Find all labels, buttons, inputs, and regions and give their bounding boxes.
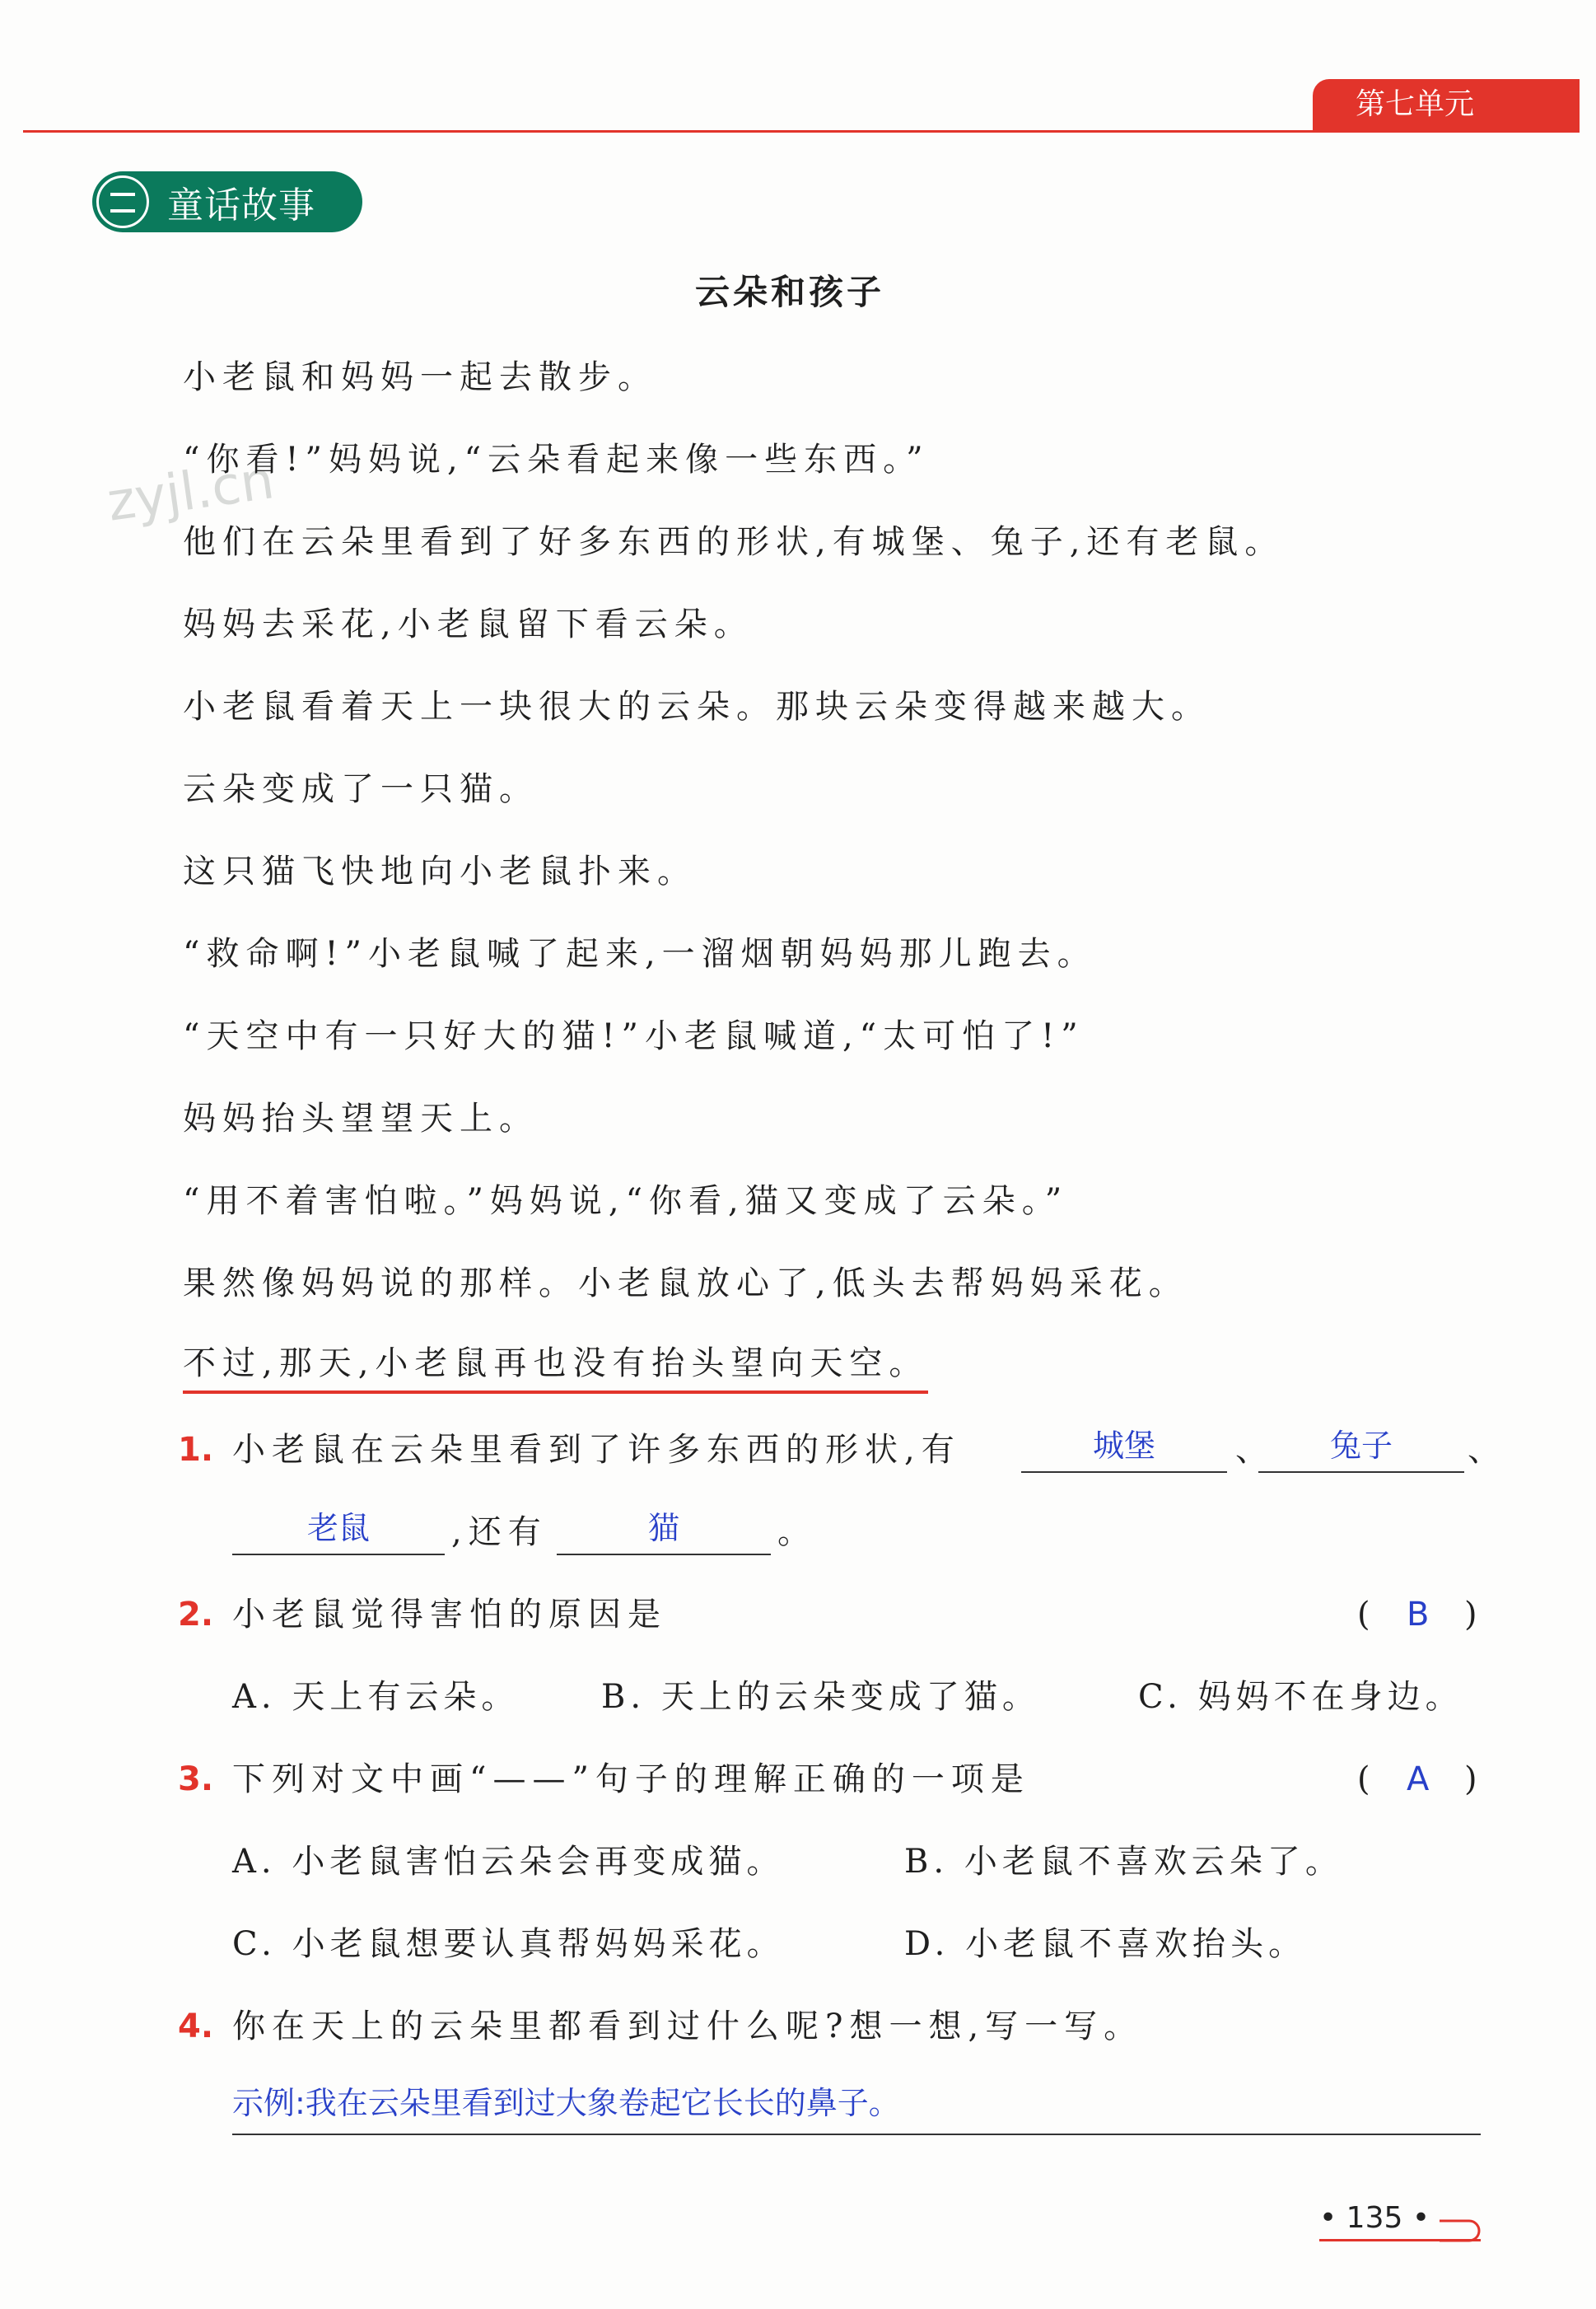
story-paragraph: “救命啊!”小老鼠喊了起来,一溜烟朝妈妈那儿跑去。 [183, 935, 1097, 973]
separator: 、 [1468, 1431, 1500, 1469]
page-number: • 135 • [1319, 2201, 1430, 2235]
story-paragraph: 妈妈去采花,小老鼠留下看云朵。 [183, 605, 754, 643]
answer-blank[interactable]: 兔子 [1258, 1425, 1464, 1473]
answer-blank[interactable]: 猫 [557, 1507, 771, 1555]
question-number: 2. [178, 1596, 214, 1634]
answer-writing-line[interactable]: 示例:我在云朵里看到过大象卷起它长长的鼻子。 [232, 2074, 1481, 2135]
story-paragraph: 云朵变成了一只猫。 [183, 770, 539, 808]
question-text: 你在天上的云朵里都看到过什么呢?想一想,写一写。 [232, 2008, 1144, 2045]
question-text: 小老鼠觉得害怕的原因是 [232, 1596, 667, 1634]
question-number: 4. [178, 2008, 214, 2045]
answer-choice[interactable]: A [1407, 1760, 1430, 1798]
section-title: 童话故事 [167, 185, 315, 227]
paren-close: ) [1464, 1596, 1477, 1634]
story-paragraph: 小老鼠和妈妈一起去散步。 [183, 358, 657, 396]
story-paragraph: “用不着害怕啦。”妈妈说,“你看,猫又变成了云朵。” [183, 1182, 1069, 1220]
question-text: 小老鼠在云朵里看到了许多东西的形状,有 [232, 1431, 961, 1469]
option-b[interactable]: B. 小老鼠不喜欢云朵了。 [904, 1843, 1343, 1881]
answer-blank[interactable]: 老鼠 [232, 1507, 445, 1555]
option-b[interactable]: B. 天上的云朵变成了猫。 [601, 1678, 1040, 1716]
answer-blank[interactable]: 城堡 [1021, 1425, 1227, 1473]
separator: 、 [1235, 1431, 1268, 1469]
question-number: 3. [178, 1760, 214, 1798]
header-rule [23, 130, 1580, 133]
paren-open: ( [1357, 1760, 1370, 1798]
paren-open: ( [1357, 1596, 1370, 1634]
story-paragraph: 小老鼠看着天上一块很大的云朵。那块云朵变得越来越大。 [183, 688, 1211, 726]
option-a[interactable]: A. 小老鼠害怕云朵会再变成猫。 [232, 1843, 785, 1881]
unit-tab: 第七单元 [1313, 79, 1580, 130]
story-paragraph: “天空中有一只好大的猫!”小老鼠喊道,“太可怕了!” [183, 1017, 1085, 1055]
story-paragraph: 妈妈抬头望望天上。 [183, 1100, 539, 1138]
section-badge [92, 171, 362, 232]
story-title: 云朵和孩子 [694, 272, 884, 312]
story-paragraph: 这只猫飞快地向小老鼠扑来。 [183, 853, 697, 890]
story-paragraph: “你看!”妈妈说,“云朵看起来像一些东西。” [183, 441, 930, 479]
option-c[interactable]: C. 小老鼠想要认真帮妈妈采花。 [232, 1925, 785, 1963]
story-paragraph: 他们在云朵里看到了好多东西的形状,有城堡、兔子,还有老鼠。 [183, 523, 1285, 561]
section-number-two-icon [96, 175, 149, 228]
option-a[interactable]: A. 天上有云朵。 [232, 1678, 520, 1716]
option-d[interactable]: D. 小老鼠不喜欢抬头。 [904, 1925, 1307, 1963]
story-paragraph: 果然像妈妈说的那样。小老鼠放心了,低头去帮妈妈采花。 [183, 1264, 1188, 1302]
question-number: 1. [178, 1431, 214, 1469]
page-curl-icon [1436, 2214, 1486, 2244]
story-paragraph-underlined: 不过,那天,小老鼠再也没有抬头望向天空。 [183, 1341, 928, 1394]
connector-text: ,还有 [451, 1513, 548, 1551]
option-c[interactable]: C. 妈妈不在身边。 [1138, 1678, 1463, 1716]
watermark: zyjl.cn [103, 450, 278, 534]
end-punctuation: 。 [777, 1513, 810, 1551]
answer-choice[interactable]: B [1407, 1596, 1430, 1634]
paren-close: ) [1464, 1760, 1477, 1798]
question-text: 下列对文中画“——”句子的理解正确的一项是 [232, 1760, 1030, 1798]
